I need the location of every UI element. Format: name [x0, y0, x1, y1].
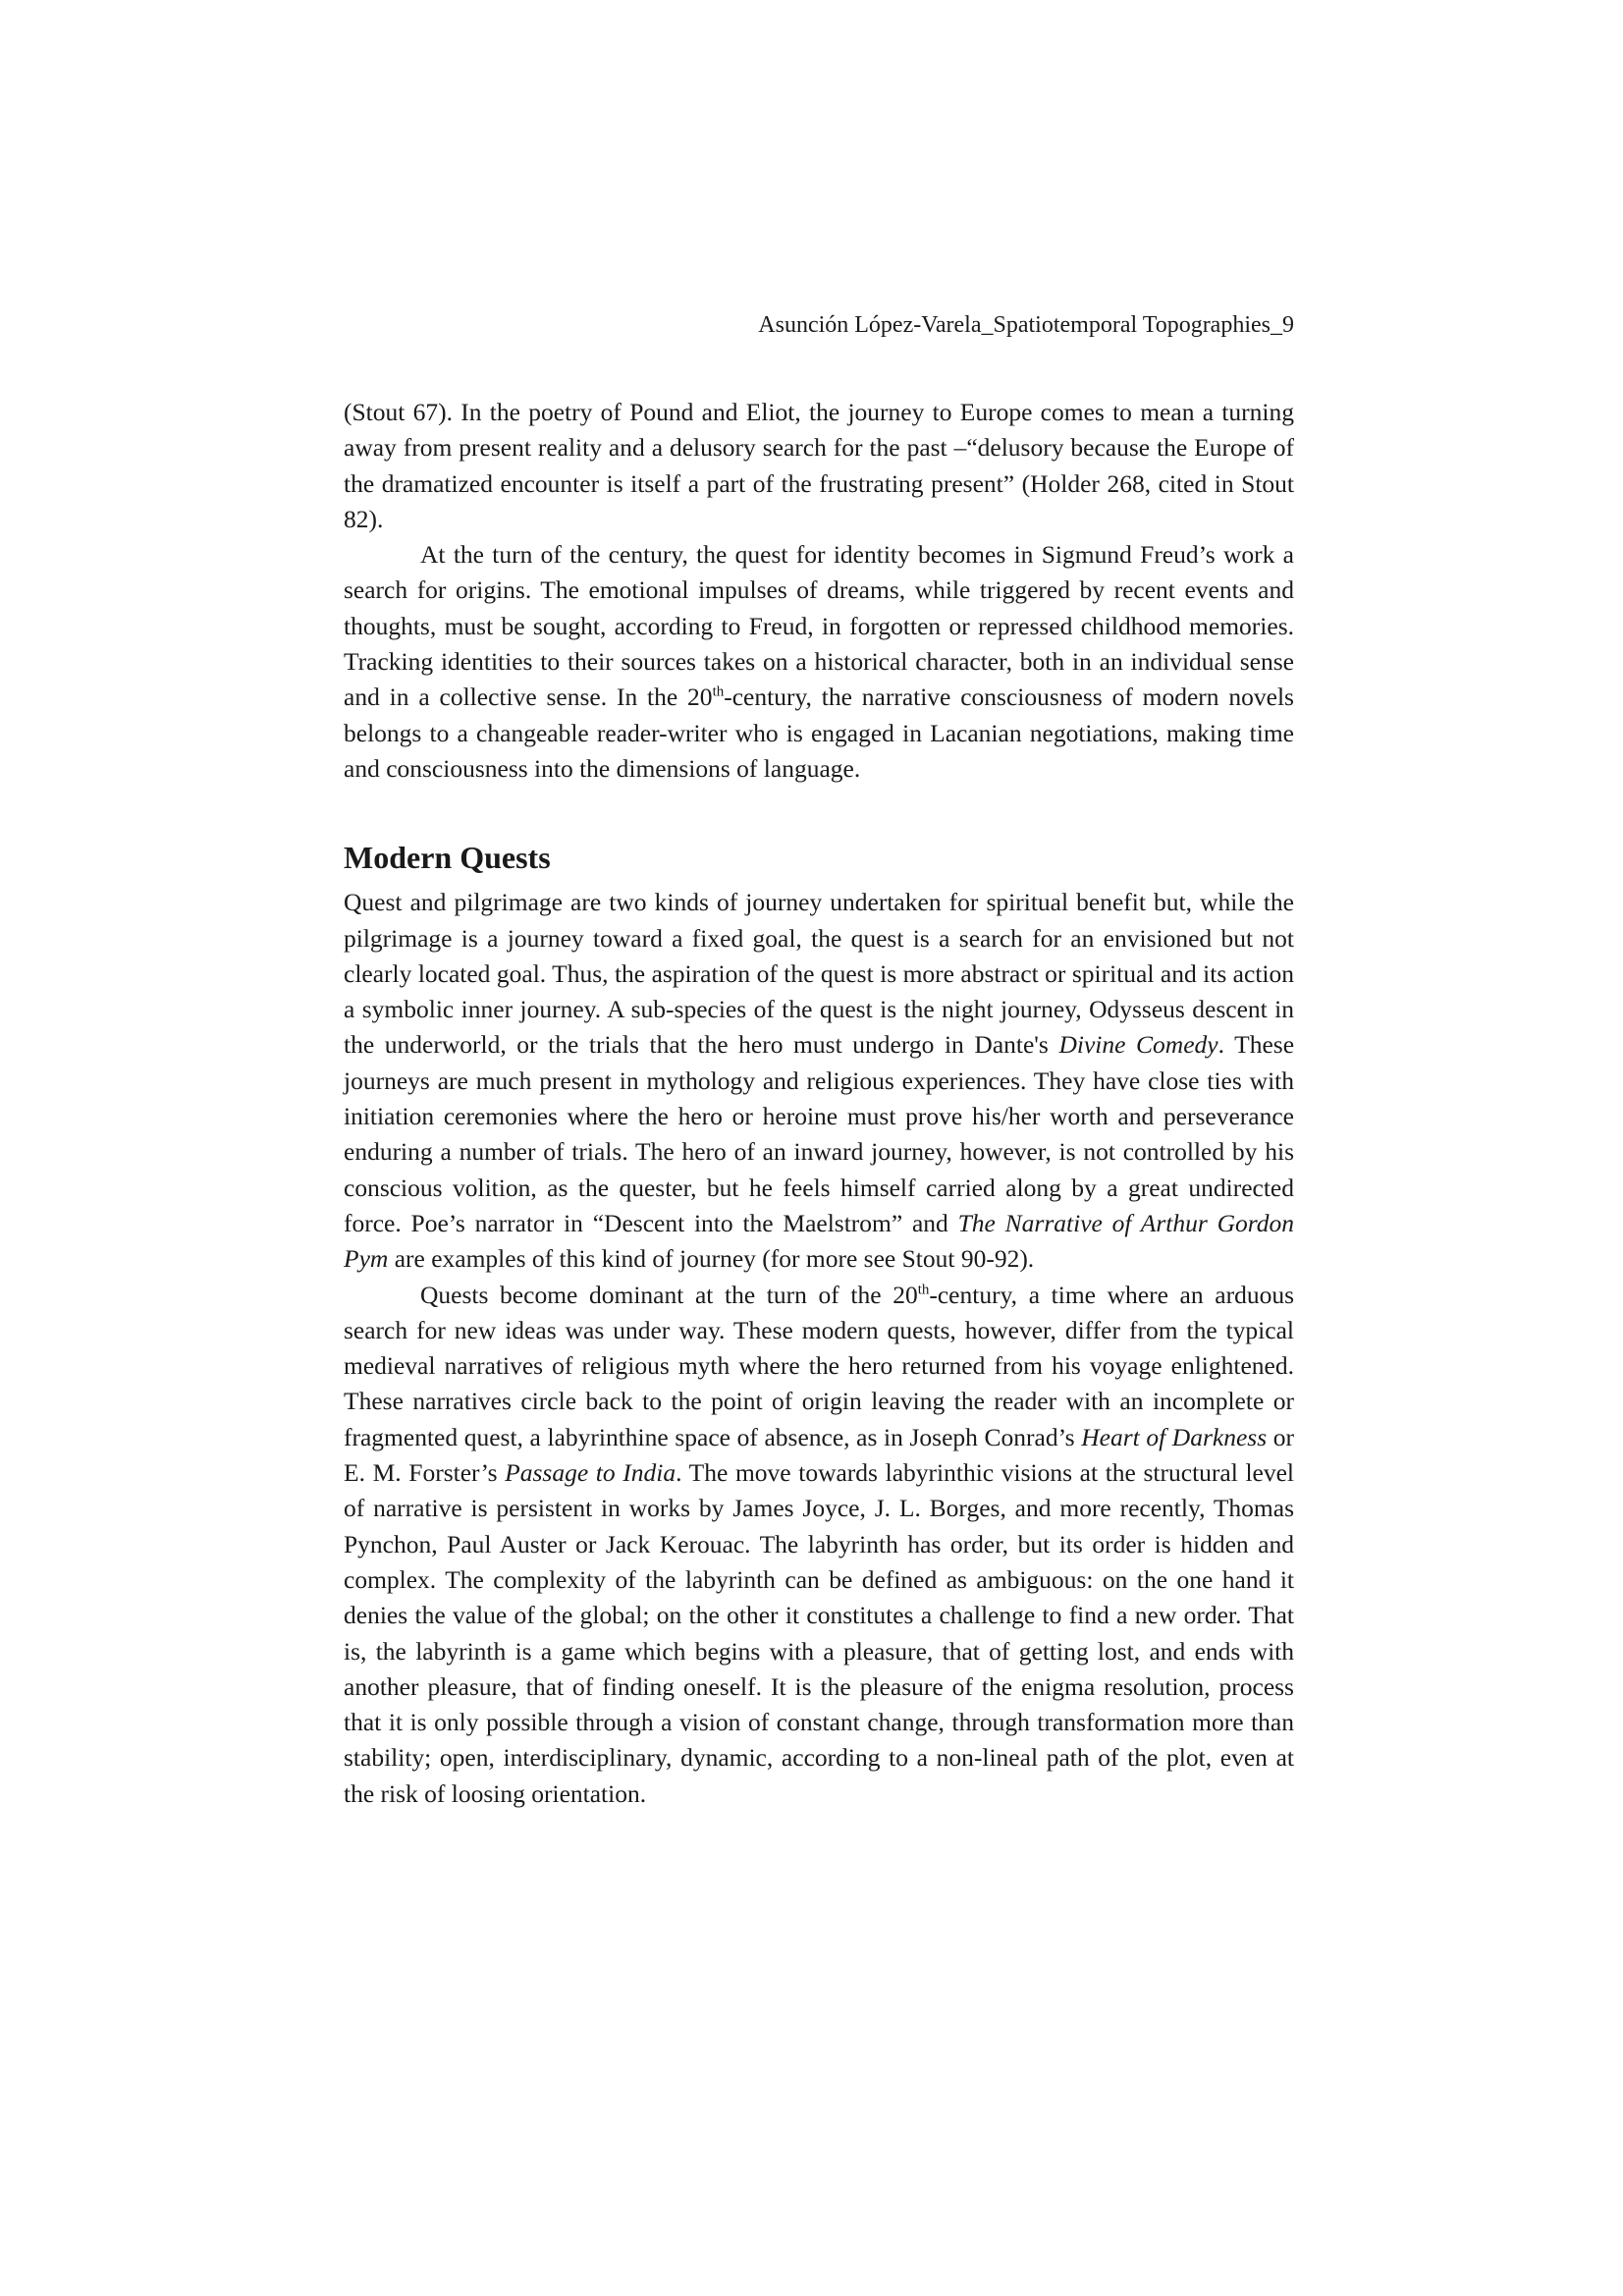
paragraph-4-text-a: Quests become dominant at the turn of the 20: [420, 1280, 918, 1309]
paragraph-4-text-b: -century, a time where an arduous search for new ideas was under way. These modern quests, however, differ from the typical medieval narratives of religious myth where the hero returned from his voyage enlightened. These narratives circle back to the point of origin leaving the reader with an incomplete or fragmented quest, a labyrinthine space of absence, as in Joseph Conrad’s: [344, 1280, 1294, 1451]
italic-title-divine-comedy: Divine Comedy: [1058, 1030, 1218, 1060]
superscript-th: th: [712, 683, 725, 700]
running-head: Asunción López-Varela_Spatiotemporal Topographies_9: [758, 312, 1294, 338]
body-text: [344, 395, 1294, 1812]
paragraph-2: [344, 537, 1294, 787]
italic-title-heart-of-darkness: Heart of Darkness: [1081, 1422, 1268, 1451]
paragraph-4-text-c: or E. M. Forster’s: [344, 1422, 1294, 1488]
paragraph-1: (Stout 67). In the poetry of Pound and Eliot, the journey to Europe comes to mean a turning away from present reality and a delusory search for the past –“delusory because the Europe of the dramatized encounter is itself a part of the frustrating present” (Holder 268, cited in Stout 82).: [344, 398, 1294, 533]
italic-title-narrative-of-pym: The Narrative of Arthur Gordon Pym: [344, 1208, 1295, 1274]
paragraph-2-text-a: At the turn of the century, the quest for identity becomes in Sigmund Freud’s work a search for origins. The emotional impulses of dreams, while triggered by recent events and thoughts, must be sought, according to Freud, in forgotten or repressed childhood memories. Tracking identities to their sources takes on a historical character, both in an individual sense and in a collective sense. In the 20: [344, 540, 1294, 712]
superscript-th: th: [917, 1282, 930, 1298]
paragraph-3: [344, 885, 1294, 1277]
paragraph-3-text-c: are examples of this kind of journey (for more see Stout 90-92).: [388, 1244, 1035, 1274]
paragraph-2-text-b: -century, the narrative consciousness of modern novels belongs to a changeable reader-writer who is engaged in Lacanian negotiations, making time and consciousness into the dimensions of language.: [344, 683, 1294, 783]
paragraph-3-text-a: Quest and pilgrimage are two kinds of journey undertaken for spiritual benefit but, while the pilgrimage is a journey toward a fixed goal, the quest is a search for an envisioned but not clearly located goal. Thus, the aspiration of the quest is more abstract or spiritual and its action a symbolic inner journey. A sub-species of the quest is the night journey, Odysseus descent in the underworld, or the trials that the hero must undergo in Dante's: [344, 888, 1294, 1060]
section-heading: Modern Quests: [344, 840, 551, 876]
italic-title-passage-to-india: Passage to India: [505, 1458, 676, 1488]
paragraph-4: [344, 1278, 1294, 1812]
paragraph-4-text-d: . The move towards labyrinthic visions at the structural level of narrative is persistent in works by James Joyce, J. L. Borges, and more recently, Thomas Pynchon, Paul Auster or Jack Kerouac. The labyrinth has order, but its order is hidden and complex. The complexity of the labyrinth can be defined as ambiguous: on the one hand it denies the value of the global; on the other it constitutes a challenge to find a new order. That is, the labyrinth is a game which begins with a pleasure, that of getting lost, and ends with another pleasure, that of finding oneself. It is the pleasure of the enigma resolution, process that it is only possible through a vision of constant change, through transformation more than stability; open, interdisciplinary, dynamic, according to a non-lineal path of the plot, even at the risk of loosing orientation.: [344, 1458, 1294, 1808]
paragraph-3-text-b: . These journeys are much present in mythology and religious experiences. They have close ties with initiation ceremonies where the hero or heroine must prove his/her worth and perseverance enduring a number of trials. The hero of an inward journey, however, is not controlled by his conscious volition, as the quester, but he feels himself carried along by a great undirected force. Poe’s narrator in “Descent into the Maelstrom” and: [344, 1030, 1295, 1237]
